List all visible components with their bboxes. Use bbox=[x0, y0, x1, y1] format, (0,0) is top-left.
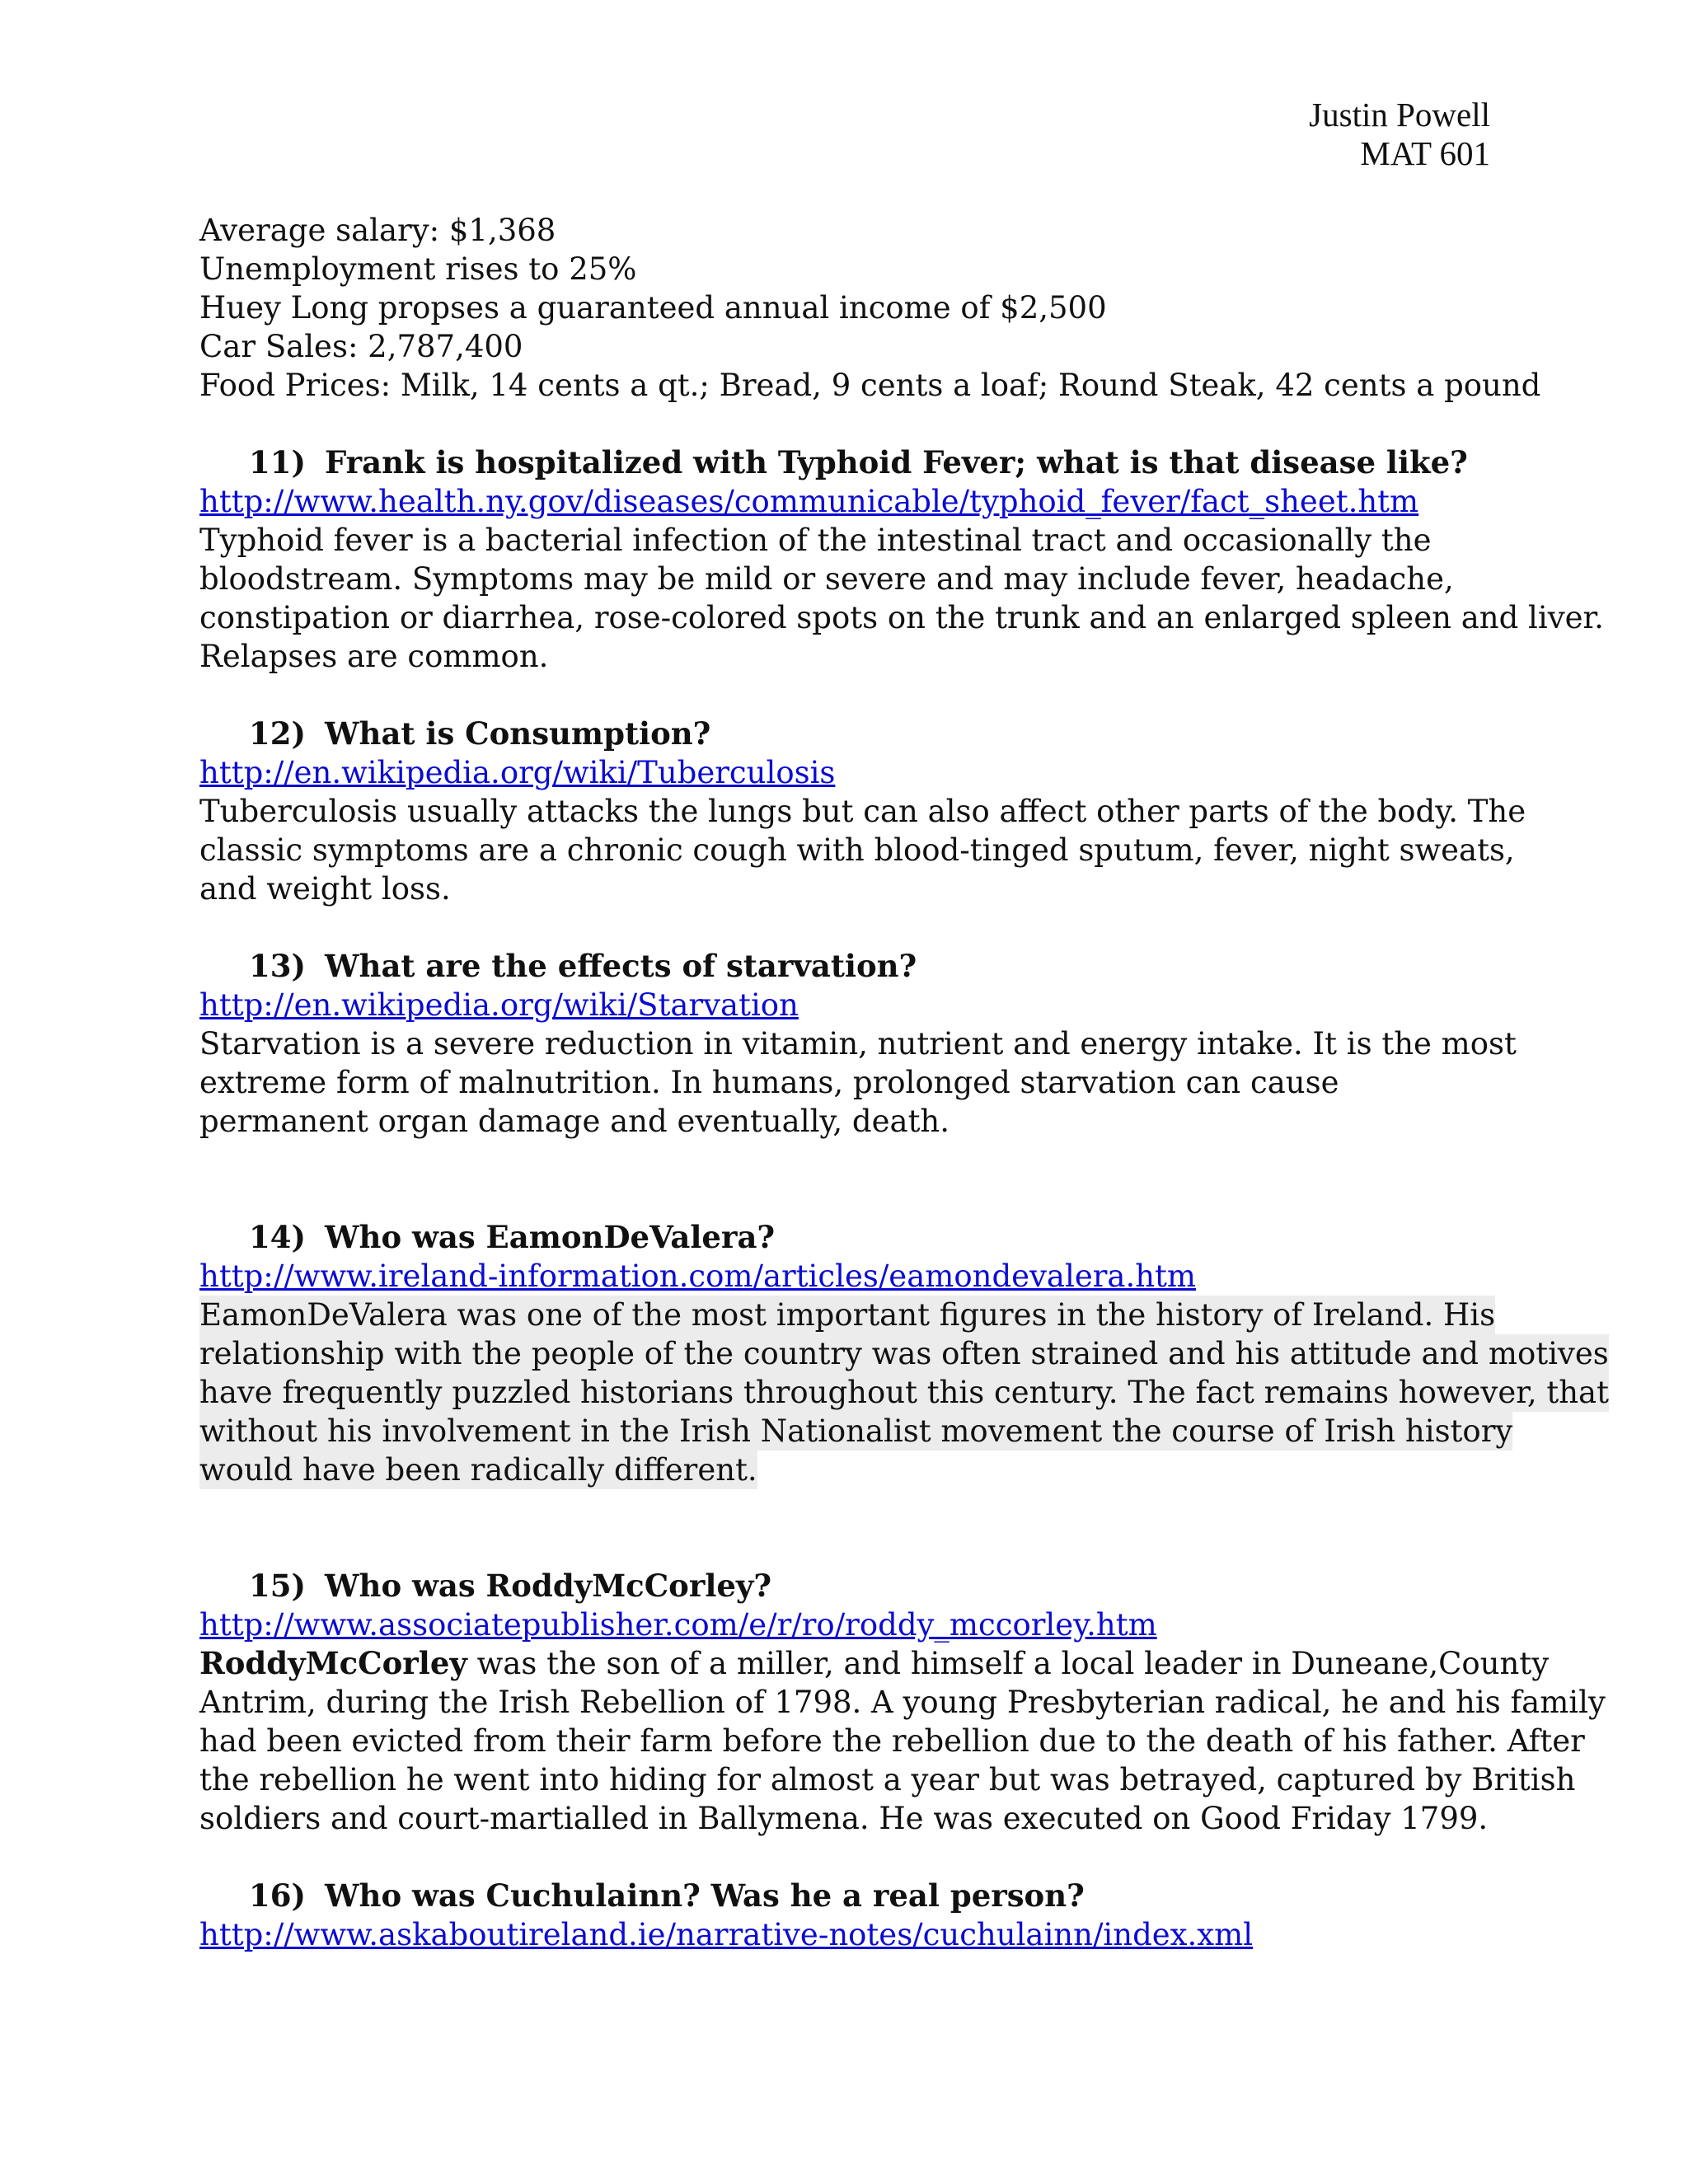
source-link[interactable]: http://www.associatepublisher.com/e/r/ro/roddy_mccorley.htm bbox=[199, 1607, 1157, 1643]
answer-line bbox=[199, 1644, 1550, 1683]
question-title: Who was RoddyMcCorley? bbox=[325, 1568, 772, 1604]
question-number: 13) bbox=[249, 948, 306, 984]
answer-line: classic symptoms are a chronic cough with blood-tinged sputum, fever, night sweats, bbox=[199, 832, 1515, 868]
question-heading bbox=[199, 1218, 1502, 1257]
question-number: 12) bbox=[249, 715, 306, 752]
answer-text: was the son of a miller, and himself a local leader in Duneane,County bbox=[467, 1646, 1550, 1681]
question-heading bbox=[199, 715, 1502, 753]
question-16 bbox=[199, 1877, 1502, 1954]
answer-line: Antrim, during the Irish Rebellion of 1798. A young Presbyterian radical, he and his family bbox=[199, 1685, 1606, 1720]
question-number: 11) bbox=[249, 444, 306, 480]
header bbox=[1309, 96, 1490, 173]
answer-line: the rebellion he went into hiding for almost a year but was betrayed, captured by British bbox=[199, 1762, 1576, 1797]
answer-line: extreme form of malnutrition. In humans, prolonged starvation can cause bbox=[199, 1065, 1339, 1100]
answer-line: Relapses are common. bbox=[199, 639, 549, 674]
answer-line: have frequently puzzled historians throughout this century. The fact remains however, that bbox=[199, 1375, 1609, 1410]
source-link[interactable]: http://en.wikipedia.org/wiki/Tuberculosis bbox=[199, 755, 836, 790]
course-code: MAT 601 bbox=[1360, 134, 1490, 172]
question-11 bbox=[199, 443, 1604, 676]
content bbox=[199, 211, 1609, 1954]
answer-line: Tuberculosis usually attacks the lungs but can also affect other parts of the body. The bbox=[199, 794, 1526, 829]
answer-line: EamonDeValera was one of the most important figures in the history of Ireland. His bbox=[199, 1297, 1496, 1333]
question-14 bbox=[199, 1218, 1609, 1489]
fact-line: Car Sales: 2,787,400 bbox=[199, 329, 523, 364]
question-heading bbox=[199, 1877, 1502, 1915]
answer-line: Typhoid fever is a bacterial infection of the intestinal tract and occasionally the bbox=[199, 523, 1432, 558]
answer-line: relationship with the people of the country was often strained and his attitude and motives bbox=[199, 1336, 1609, 1371]
question-13 bbox=[199, 947, 1517, 1141]
answer-line: permanent organ damage and eventually, death. bbox=[199, 1104, 950, 1139]
question-12 bbox=[199, 715, 1526, 908]
question-15 bbox=[199, 1567, 1606, 1838]
question-heading bbox=[199, 443, 1502, 482]
answer-line: and weight loss. bbox=[199, 871, 451, 907]
source-link[interactable]: http://www.ireland-information.com/articles/eamondevalera.htm bbox=[199, 1258, 1197, 1294]
answer-line: soldiers and court-martialled in Ballymena. He was executed on Good Friday 1799. bbox=[199, 1801, 1489, 1836]
highlighted-answer bbox=[199, 1296, 1609, 1489]
source-link[interactable]: http://www.health.ny.gov/diseases/communicable/typhoid_fever/fact_sheet.htm bbox=[199, 484, 1419, 519]
answer-line: bloodstream. Symptoms may be mild or severe and may include fever, headache, bbox=[199, 561, 1454, 597]
answer-line: without his involvement in the Irish Nationalist movement the course of Irish history bbox=[199, 1413, 1513, 1449]
question-title: Who was Cuchulainn? Was he a real person? bbox=[325, 1877, 1085, 1914]
question-title: What are the effects of starvation? bbox=[325, 948, 917, 984]
question-title: Frank is hospitalized with Typhoid Fever; what is that disease like? bbox=[325, 444, 1468, 480]
answer-line: would have been radically different. bbox=[199, 1452, 757, 1488]
fact-line: Average salary: $1,368 bbox=[199, 213, 556, 248]
author-name: Justin Powell bbox=[1309, 96, 1490, 134]
answer-line: constipation or diarrhea, rose-colored spots on the trunk and an enlarged spleen and liver. bbox=[199, 600, 1604, 635]
answer-line: had been evicted from their farm before the rebellion due to the death of his father. After bbox=[199, 1723, 1585, 1759]
question-title: What is Consumption? bbox=[325, 715, 711, 752]
fact-line: Huey Long propses a guaranteed annual income of $2,500 bbox=[199, 290, 1107, 326]
fact-line: Food Prices: Milk, 14 cents a qt.; Bread, 9 cents a loaf; Round Steak, 42 cents a pound bbox=[199, 368, 1541, 403]
facts-list bbox=[199, 211, 1541, 405]
question-number: 14) bbox=[249, 1219, 306, 1255]
fact-line: Unemployment rises to 25% bbox=[199, 251, 637, 287]
question-heading bbox=[199, 947, 1502, 986]
source-link[interactable]: http://www.askaboutireland.ie/narrative-notes/cuchulainn/index.xml bbox=[199, 1917, 1254, 1952]
question-number: 15) bbox=[249, 1568, 306, 1604]
question-title: Who was EamonDeValera? bbox=[325, 1219, 776, 1255]
question-heading bbox=[199, 1567, 1502, 1605]
source-link[interactable]: http://en.wikipedia.org/wiki/Starvation bbox=[199, 987, 799, 1023]
answer-line: Starvation is a severe reduction in vitamin, nutrient and energy intake. It is the most bbox=[199, 1026, 1517, 1062]
question-number: 16) bbox=[249, 1877, 306, 1914]
bold-name: RoddyMcCorley bbox=[199, 1645, 467, 1681]
